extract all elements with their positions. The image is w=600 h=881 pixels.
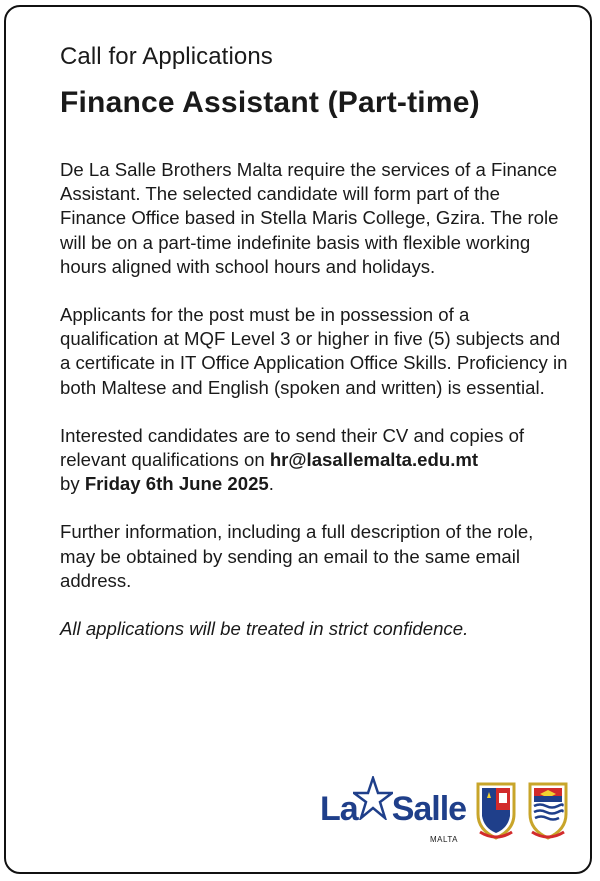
notice-body (60, 158, 570, 665)
paragraph-role-description: De La Salle Brothers Malta require the services of a Finance Assistant. The selected candidate will form part of the Finance Office based in Stella Maris College, Gzira. The role will be on a part-time indefinite basis with flexible working hours aligned with school hours and holidays. (60, 159, 559, 277)
period-text: . (268, 473, 274, 495)
by-text: by (60, 473, 85, 495)
logo-tagline: MALTA (430, 835, 458, 844)
logo-word-la: La (320, 790, 358, 828)
paragraph-how-to-apply (60, 424, 570, 497)
apply-text: Interested candidates are to send their CV and copies of relevant qualifications on (60, 424, 525, 471)
star-icon (353, 776, 393, 820)
logo-word-salle: Salle (391, 790, 467, 828)
paragraph-requirements: Applicants for the post must be in possession of a qualification at MQF Level 3 or higher in five (5) subjects and a certificate in IT Office Application Office Skills. Proficiency in both Maltese and English (spoken and written) is essential. (60, 304, 568, 398)
email-link[interactable]: hr@lasallemalta.edu.mt (269, 449, 479, 471)
logo-area (320, 776, 580, 856)
notice-subtitle: Call for Applications (60, 43, 273, 70)
paragraph-further-info: Further information, including a full description of the role, may be obtained by sending an email to the same email address. (60, 521, 534, 591)
college-crest-icon (474, 780, 518, 842)
deadline-date: Friday 6th June 2025 (84, 473, 269, 495)
paragraph-confidentiality: All applications will be treated in strict confidence. (60, 618, 469, 640)
lasalle-wordmark (320, 790, 466, 829)
notice-title: Finance Assistant (Part-time) (60, 86, 480, 119)
lasalle-logo (320, 776, 470, 856)
school-crest-icon (526, 780, 570, 842)
